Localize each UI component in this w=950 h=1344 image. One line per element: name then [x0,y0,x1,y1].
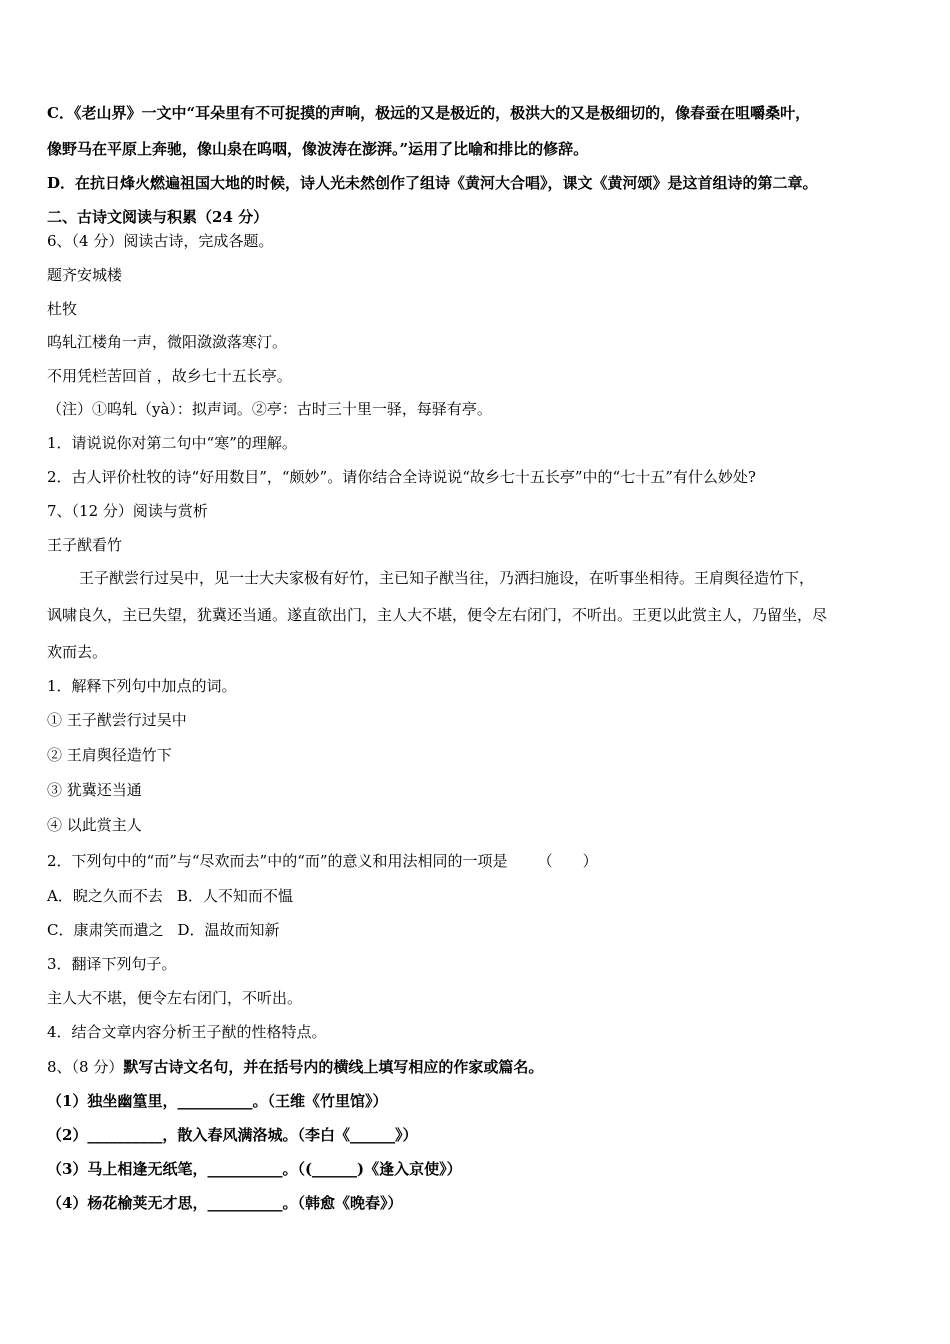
poem-line-2: 不用凭栏苦回首 ，故乡七十五长亭。 [47,367,292,385]
poem-note: （注）①呜轧（yà）：拟声词。②亭：古时三十里一驿，每驿有亭。 [47,400,492,418]
q6-header: 6、（4 分）阅读古诗，完成各题。 [47,232,274,250]
answer-paren: （ ） [537,852,598,870]
q7-sub-2-prompt: 2．下列句中的“而”与“尽欢而去”中的“而”的意义和用法相同的一项是 [47,852,508,870]
q7-sub-4: 4．结合文章内容分析王子猷的性格特点。 [47,1023,327,1041]
passage-line-2: 讽啸良久，主已失望，犹冀还当通。遂直欲出门，主人大不堪，便令左右闭门，不听出。王更以此赏主人，乃留坐，尽 [47,606,828,624]
passage-line-1: 王子猷尝行过吴中，见一士大夫家极有好竹，主已知子猷当往，乃洒扫施设，在听事坐相待。王肩舆径造竹下， [79,569,815,587]
q7-sub-1-item-1: ① 王子猷尝行过吴中 [47,711,187,729]
q8-header-plain: 8、（8 分） [47,1058,124,1076]
q7-header: 7、（12 分）阅读与赏析 [47,502,208,520]
option-d: D．在抗日烽火燃遍祖国大地的时候，诗人光未然创作了组诗《黄河大合唱》，课文《黄河颂》是这首组诗的第二章。 [47,174,818,192]
q8-header-bold: 默写古诗文名句，并在括号内的横线上填写相应的作家或篇名。 [123,1058,544,1076]
q7-sub-3-sentence: 主人大不堪，便令左右闭门，不听出。 [47,989,303,1007]
option-c: C．康肃笑而遣之 [47,921,164,939]
poem-title: 题齐安城楼 [47,266,123,284]
q7-sub-1-prompt: 1．解释下列句中加点的词。 [47,677,237,695]
option-c-line-1: C．《老山界》一文中“耳朵里有不可捉摸的声响，极远的又是极近的，极洪大的又是极细切的，像春蚕在咀嚼桑叶， [47,104,811,122]
q8-item-2: （2）__________，散入春风满洛城。（李白《______》） [47,1126,418,1144]
option-a: A．睨之久而不去 [47,887,163,905]
option-d-choice: D．温故而知新 [177,921,280,939]
q7-sub-1-item-3: ③ 犹冀还当通 [47,781,142,799]
q7-sub-1-item-4: ④ 以此赏主人 [47,816,142,834]
q8-header [47,1057,543,1077]
q8-item-1: （1）独坐幽篁里，__________。（王维《竹里馆》） [47,1092,388,1110]
q7-sub-2-options-ab [47,886,293,906]
q8-item-4: （4）杨花榆荚无才思，__________。（韩愈《晚春》） [47,1194,403,1212]
q7-sub-2-prompt-line [47,851,598,871]
passage-line-3: 欢而去。 [47,643,108,661]
q8-item-3: （3）马上相逢无纸笔，__________。（(______)《逢入京使》） [47,1160,462,1178]
passage-title: 王子猷看竹 [47,536,123,554]
poem-line-1: 呜轧江楼角一声，微阳潋潋落寒汀。 [47,333,288,351]
q7-sub-1-item-2: ② 王肩舆径造竹下 [47,746,172,764]
section-heading: 二、古诗文阅读与积累（24 分） [47,208,269,226]
poem-author: 杜牧 [47,300,78,318]
q6-sub-1: 1．请说说你对第二句中“寒”的理解。 [47,434,297,452]
q7-sub-2-options-cd [47,920,280,940]
option-c-line-2: 像野马在平原上奔驰，像山泉在呜咽，像波涛在澎湃。”运用了比喻和排比的修辞。 [47,140,589,158]
q7-sub-3-prompt: 3．翻译下列句子。 [47,955,177,973]
option-b: B．人不知而不愠 [176,887,293,905]
q6-sub-2: 2．古人评价杜牧的诗“好用数目”，“颇妙”。请你结合全诗说说“故乡七十五长亭”中的“七十五”有什么妙处? [47,468,756,486]
